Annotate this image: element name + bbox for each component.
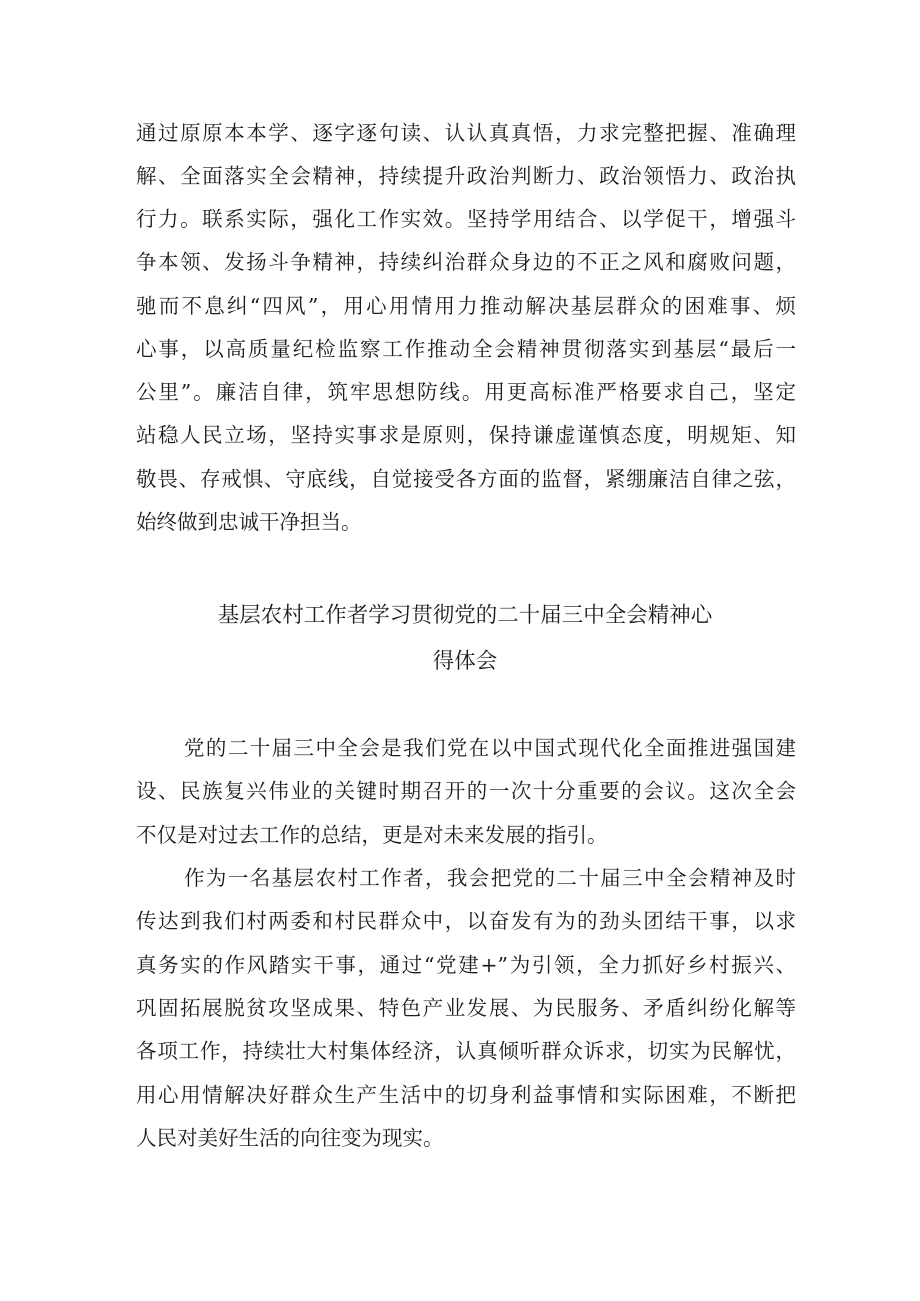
text-line: 真务实的作风踏实干事，通过“党建+”为引领，全力抓好乡村振兴、 — [136, 953, 796, 977]
text-line: 设、民族复兴伟业的关键时期召开的一次十分重要的会议。这次全会 — [136, 779, 796, 803]
text-line: 用心用情解决好群众生产生活中的切身利益事情和实际困难，不断把 — [136, 1083, 796, 1107]
text-line: 人民对美好生活的向往变为现实。 — [136, 1126, 444, 1150]
text-line: 通过原原本本学、逐字逐句读、认认真真悟，力求完整把握、准确理 — [136, 121, 796, 145]
text-line: 敬畏、存戒惧、守底线，自觉接受各方面的监督，紧绷廉洁自律之弦， — [136, 467, 796, 491]
text-line: 行力。联系实际，强化工作实效。坚持学用结合、以学促干，增强斗 — [136, 207, 796, 231]
text-line: 巩固拓展脱贫攻坚成果、特色产业发展、为民服务、矛盾纠纷化解等 — [136, 996, 796, 1020]
article-title: 基层农村工作者学习贯彻党的二十届三中全会精神心 — [217, 603, 713, 628]
text-line: 公里”。廉洁自律，筑牢思想防线。用更高标准严格要求自己，坚定 — [136, 380, 796, 404]
text-line: 站稳人民立场，坚持实事求是原则，保持谦虚谨慎态度，明规矩、知 — [136, 423, 796, 447]
text-line: 争本领、发扬斗争精神，持续纠治群众身边的不正之风和腐败问题， — [136, 250, 796, 274]
text-line: 党的二十届三中全会是我们党在以中国式现代化全面推进强国建 — [184, 736, 796, 760]
text-line: 始终做到忠诚干净担当。 — [136, 510, 362, 534]
text-line: 传达到我们村两委和村民群众中，以奋发有为的劲头团结干事，以求 — [136, 909, 796, 933]
text-line: 各项工作，持续壮大村集体经济，认真倾听群众诉求，切实为民解忧， — [136, 1039, 796, 1063]
text-line: 心事，以高质量纪检监察工作推动全会精神贯彻落实到基层“最后一 — [136, 337, 796, 361]
text-line: 驰而不息纠“四风”，用心用情用力推动解决基层群众的困难事、烦 — [136, 294, 796, 318]
text-line: 作为一名基层农村工作者，我会把党的二十届三中全会精神及时 — [184, 866, 796, 890]
text-line: 解、全面落实全会精神，持续提升政治判断力、政治领悟力、政治执 — [136, 164, 796, 188]
article-title: 得体会 — [432, 649, 498, 674]
text-line: 不仅是对过去工作的总结，更是对未来发展的指引。 — [136, 823, 608, 847]
